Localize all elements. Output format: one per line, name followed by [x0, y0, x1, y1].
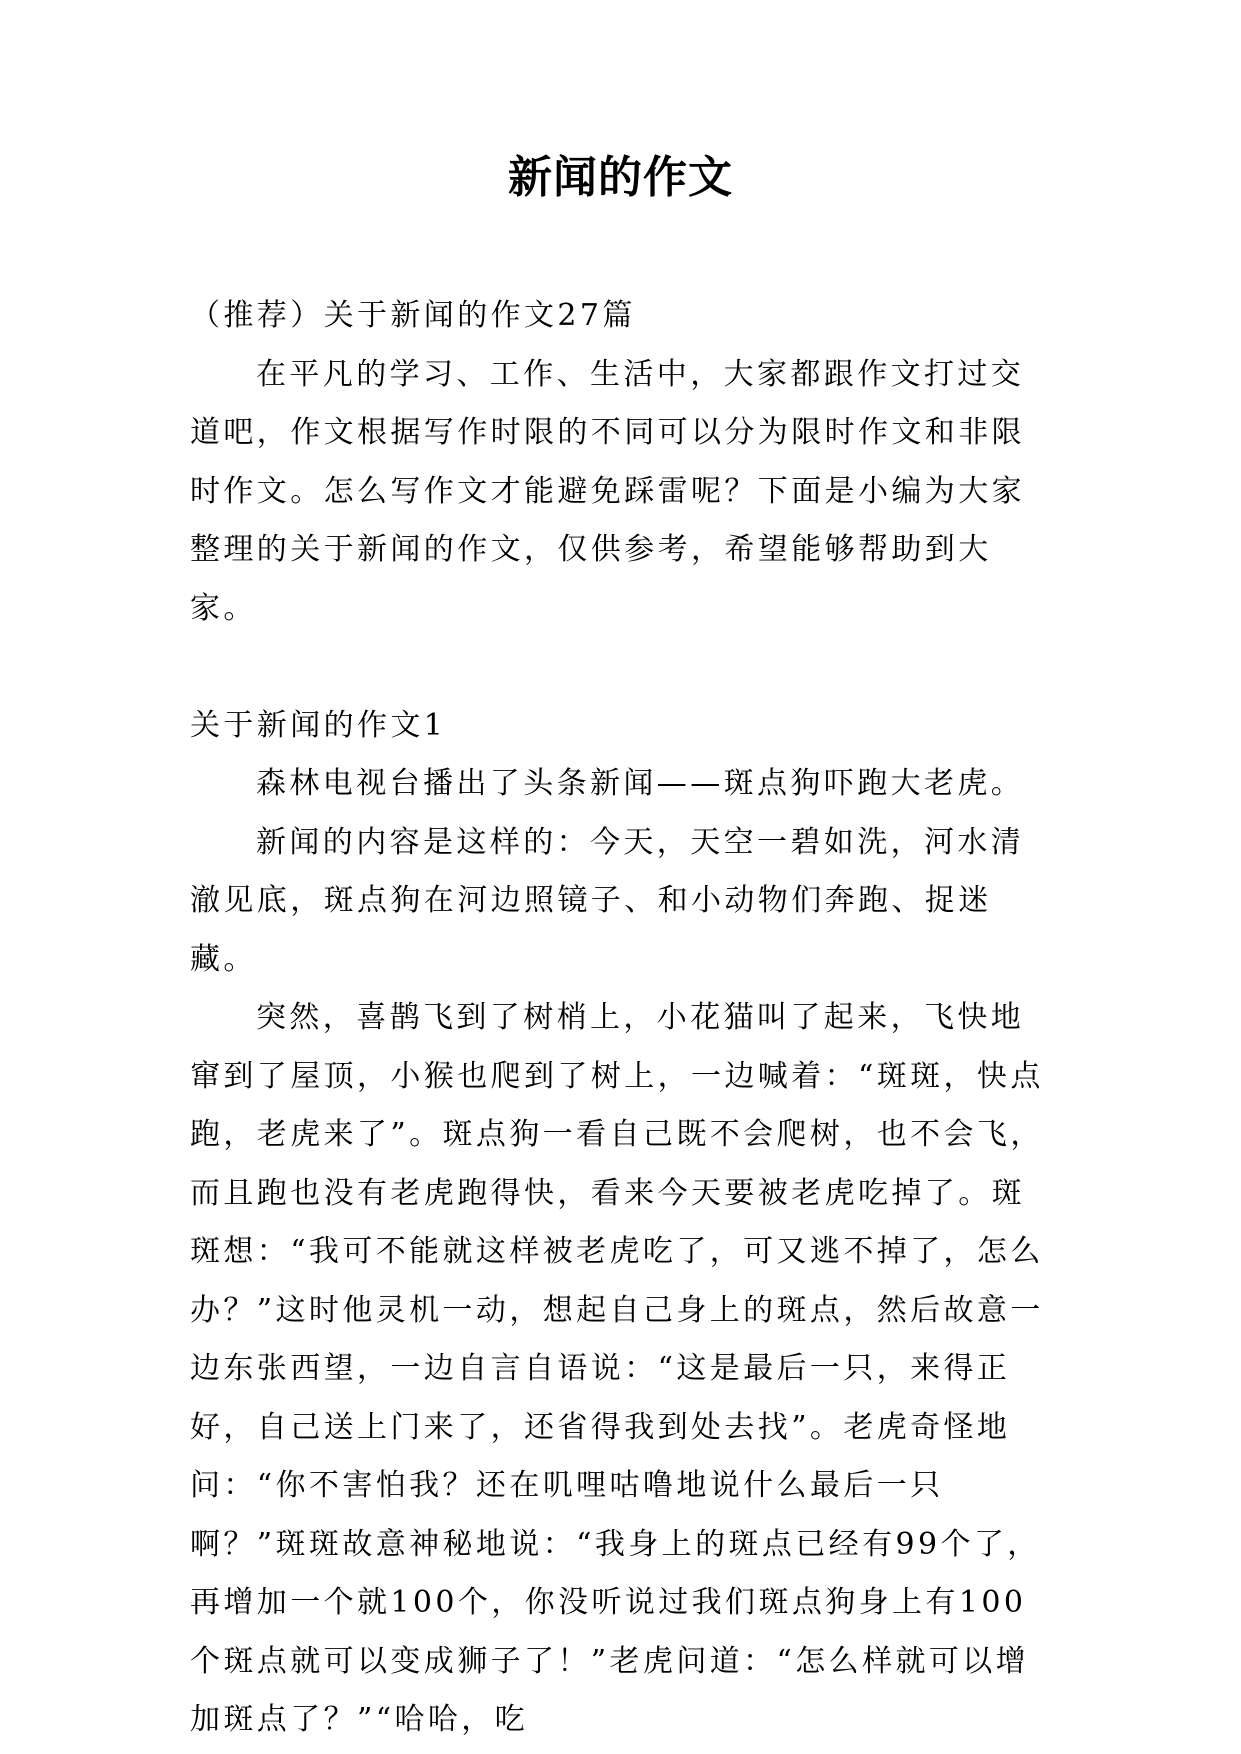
intro-paragraph: 在平凡的学习、工作、生活中，大家都跟作文打过交道吧，作文根据写作时限的不同可以分为限时作文和非限时作文。怎么写作文才能避免踩雷呢？下面是小编为大家整理的关于新闻的作文，仅供参考，希望能够帮助到大家。 — [190, 356, 1025, 626]
document-title: 新闻的作文 — [508, 152, 733, 203]
document-body — [190, 287, 1052, 1750]
paragraph-spacer — [190, 638, 1052, 697]
body-paragraph-3: 突然，喜鹊飞到了树梢上，小花猫叫了起来，飞快地窜到了屋顶，小猴也爬到了树上，一边喊着：“斑斑，快点跑，老虎来了”。斑点狗一看自己既不会爬树，也不会飞，而且跑也没有老虎跑得快，看来今天要被老虎吃掉了。斑斑想：“我可不能就这样被老虎吃了，可又逃不掉了，怎么办？”这时他灵机一动，想起自己身上的斑点，然后故意一边东张西望，一边自言自语说：“这是最后一只，来得正好，自己送上门来了，还省得我到处去找”。老虎奇怪地问：“你不害怕我？还在叽哩咕噜地说什么最后一只啊？”斑斑故意神秘地说：“我身上的斑点已经有99个了，再增加一个就100个，你没听说过我们斑点狗身上有100个斑点就可以变成狮子了！”老虎问道：“怎么样就可以增加斑点了？”“哈哈，吃 — [190, 1000, 1044, 1737]
section-heading: 关于新闻的作文1 — [190, 707, 447, 743]
body-paragraph-2: 新闻的内容是这样的：今天，天空一碧如洗，河水清澈见底，斑点狗在河边照镜子、和小动物们奔跑、捉迷藏。 — [190, 824, 1025, 977]
body-paragraph-1: 森林电视台播出了头条新闻——斑点狗吓跑大老虎。 — [256, 766, 1025, 801]
document-subtitle: （推荐）关于新闻的作文27篇 — [190, 298, 636, 333]
